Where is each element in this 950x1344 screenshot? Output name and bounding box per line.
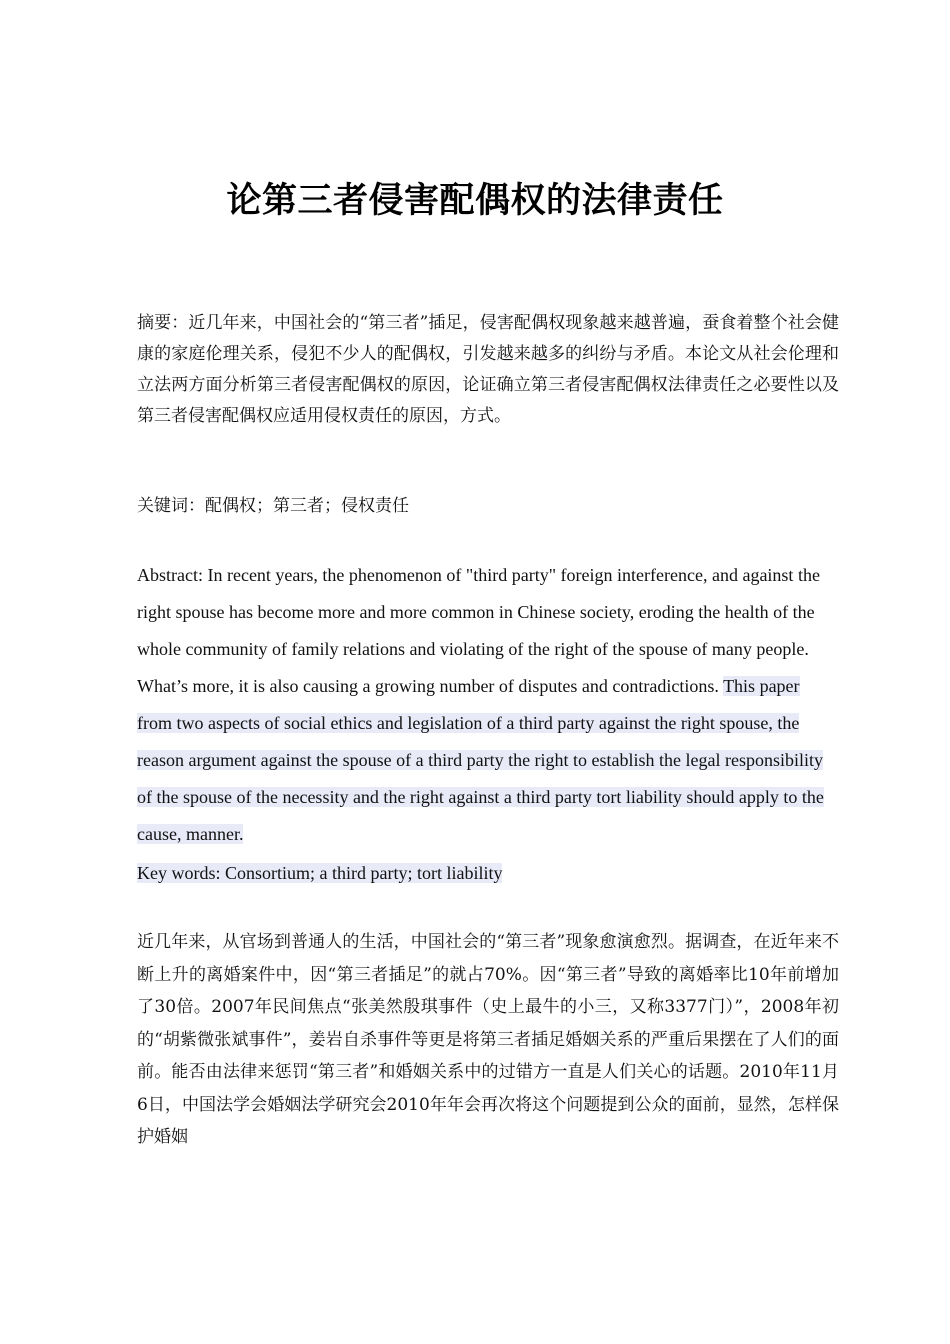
keywords-english xyxy=(137,855,839,892)
abstract-chinese: 摘要：近几年来，中国社会的“第三者”插足，侵害配偶权现象越来越普遍，蚕食着整个社会健康的家庭伦理关系，侵犯不少人的配偶权，引发越来越多的纠纷与矛盾。本论文从社会伦理和立法两方面分析第三者侵害配偶权的原因，论证确立第三者侵害配偶权法律责任之必要性以及第三者侵害配偶权应适用侵权责任的原因，方式。 xyxy=(137,313,839,426)
abstract-english-text: Abstract: In recent years, the phenomenon of "third party" foreign interference, and against the right spouse has become more and more common in Chinese society, eroding the health of the whole community of family relations and violating of the right of the spouse of many people. What’s more, it is also causing a growing number of disputes and contradictions. xyxy=(137,565,820,696)
keywords-chinese: 关键词：配偶权；第三者；侵权责任 xyxy=(137,496,409,516)
keywords-english-text: Key words: Consortium; a third party; tort liability xyxy=(137,863,503,883)
document-title: 论第三者侵害配偶权的法律责任 xyxy=(226,181,724,222)
abstract-english-highlighted-text: This paper from two aspects of social ethics and legislation of a third party against the right spouse, the reason argument against the spouse of a third party the right to establish the legal responsibility of the spouse of the necessity and the right against a third party tort liability should apply to the cause, manner. xyxy=(137,676,824,844)
abstract-english xyxy=(137,557,839,853)
body-paragraph: 近几年来，从官场到普通人的生活，中国社会的“第三者”现象愈演愈烈。据调查，在近年来不断上升的离婚案件中，因“第三者插足”的就占70%。因“第三者”导致的离婚率比10年前增加了30倍。2007年民间焦点“张美然殷琪事件（史上最牛的小三，又称3377门）”，2008年初的“胡紫微张斌事件”，姜岩自杀事件等更是将第三者插足婚姻关系的严重后果摆在了人们的面前。能否由法律来惩罚“第三者”和婚姻关系中的过错方一直是人们关心的话题。2010年11月6日，中国法学会婚姻法学研究会2010年年会再次将这个问题提到公众的面前，显然，怎样保护婚姻 xyxy=(137,932,839,1147)
